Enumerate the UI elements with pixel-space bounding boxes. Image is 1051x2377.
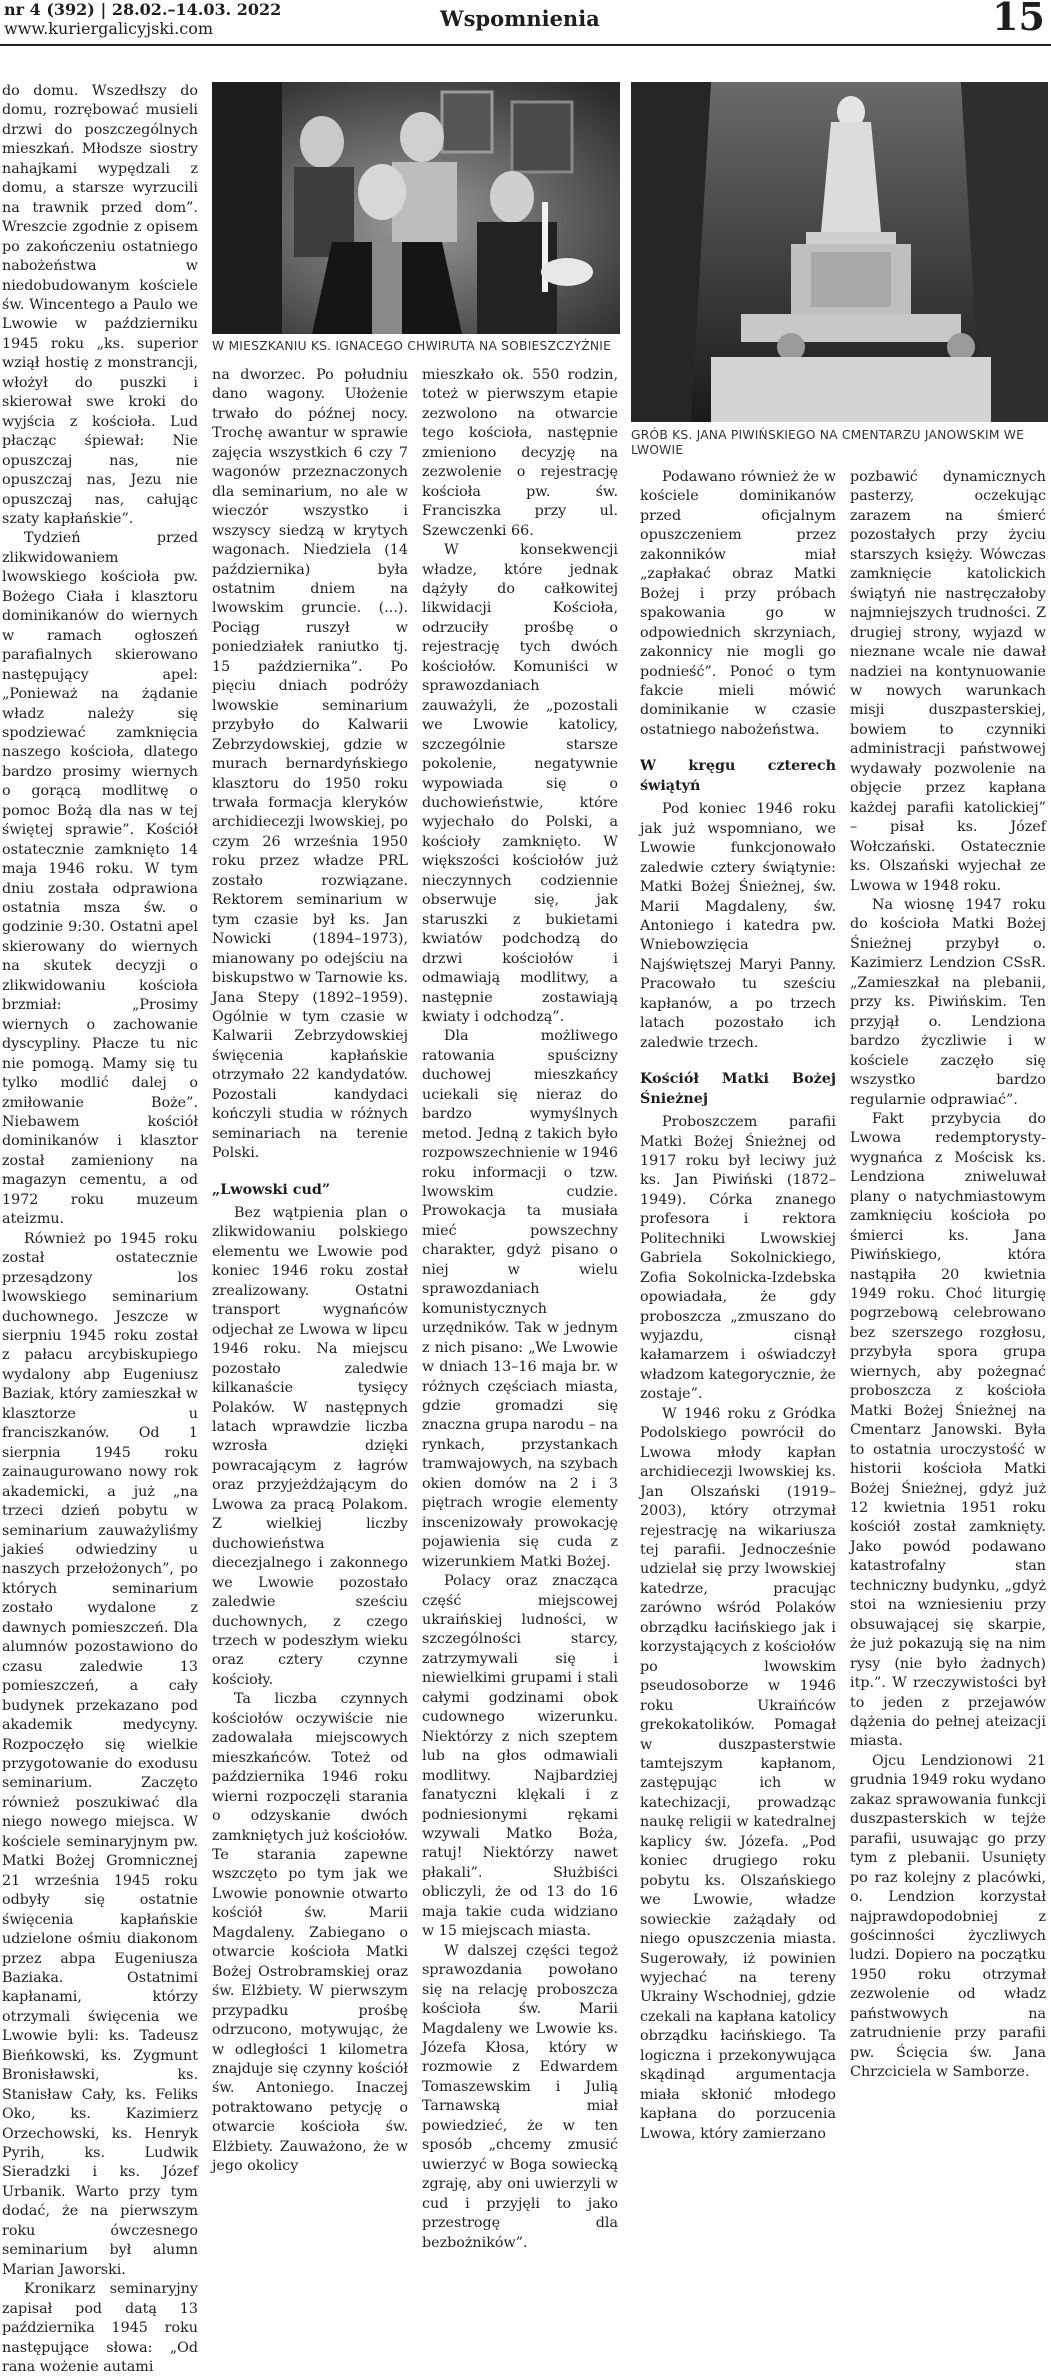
article-column-3	[422, 366, 618, 2251]
paragraph: Ojcu Lendzionowi 21 grudnia 1949 roku wydano zakaz sprawowania funkcji duszpasterskich w tejże parafii, usuwając go przy tym z plebanii. Usunięty po raz kolejny z placówki, o. Lendzion korzystał najprawdopodobniej z gościnności życzliwych ludzi. Dopiero na początku 1950 roku otrzymał zezwolenie od władz państwowych na zatrudnienie przy parafii pw. Ścięcia św. Jana Chrzciciela w Samborze.	[850, 1752, 1046, 2081]
paragraph: Proboszczem parafii Matki Bożej Śnieżnej od 1917 roku był leciwy już ks. Jan Piwiński (1872–1949). Córka znanego profesora i rektora Politechniki Lwowskiej Gabriela Sokolnickiego, Zofia Sokolnicka-Izdebska opowiadała, że gdy proboszcza „zmuszano do wyjazdu, cisnął kałamarzem i oświadczył władzom kategorycznie, że zostaje”.	[640, 1114, 836, 1403]
paragraph: do domu. Wszedłszy do domu, rozrębować musieli drzwi do poszczególnych mieszkań. Młodsze siostry nahajkami wypędzali z domu, a starsze wyrzucili na trawnik przed dom”. Wreszcie zgodnie z opisem po zakończeniu ostatniego nabożeństwa w niedobudowanym kościele św. Wincentego a Paulo we Lwowie w październiku 1945 roku „ks. superior wziął hostię z monstrancji, włożył do puszki i skierował swe kroki do wyjścia z kościoła. Lud płacząc śpiewał: Nie opuszczaj nas, nie opuszczaj nas, Jezu nie opuszczaj nas, całując szaty kapłańskie”.	[2, 83, 198, 527]
paragraph: W dalszej części tegoż sprawozdania powołano się na relację proboszcza kościoła św. Marii Magdaleny we Lwowie ks. Józefa Kłosa, który w rozmowie z Edwardem Tomaszewskim i Julią Tarnawską miał powiedzieć, że w ten sposób „chcemy zmusić uwierzyć w Boga sowiecką zgraję, aby oni uwierzyli w cud i przyjęli to jako przestrogę dla bezbożników”.	[422, 1942, 618, 2251]
paragraph: Kronikarz seminaryjny zapisał pod datą 13 października 1945 roku następujące słowa: „Od rana wożenie autami	[2, 2281, 198, 2376]
article-column-1	[2, 82, 199, 2376]
subheading-cztery-swiatynie: W kręgu czterech świątyń	[640, 758, 836, 794]
header-rule	[0, 44, 1051, 46]
paragraph: Fakt przybycia do Lwowa redemptorysty-wygnańca z Mościsk ks. Lendziona zniweluwał plany o natychmiastowym zamknięciu kościoła po śmierci ks. Jana Piwińskiego, która nastąpiła 20 kwietnia 1949 roku. Choć liturgię pogrzebową celebrowano bez szerszego rozgłosu, przybyła spora grupa wiernych, aby pożegnać proboszcza z kościoła Matki Bożej Śnieżnej na Cmentarz Janowski. Była to ostatnia uroczystość w historii kościoła Matki Bożej Śnieżnej, gdyż już 12 kwietnia 1951 roku kościół został zamknięty. Jako powód podawano katastrofalny stan techniczny budynku, „gdyż stoi na wzniesieniu przy obsuwającej się skarpie, że już pokazują się na nim rysy (nie było żadnych) itp.”. W rzeczywistości był to jeden z przejawów dążenia do pełnej ateizacji miasta.	[850, 1110, 1046, 1750]
paragraph: Również po 1945 roku został ostatecznie przesądzony los lwowskiego seminarium duchownego. Jeszcze w sierpniu 1945 roku został z pałacu arcybiskupiego wydalony abp Eugeniusz Baziak, który zamieszkał w klasztorze u franciszkanów. Od 1 sierpnia 1945 roku zainaugurowano nowy rok akademicki, a już „na trzeci dzień pobytu w seminarium zauważyliśmy jakieś odwiedziny u naszych przełożonych”, po których seminarium zostało wydalone z dawnych pomieszczeń. Dla alumnów pozostawiono do czasu zaledwie 13 pomieszczeń, a cały budynek przekazano pod akademik medycyny. Rozpoczęło się wielkie przygotowanie do exodusu seminarium. Zaczęto również poszukiwać dla niego nowego miejsca. W kościele seminaryjnym pw. Matki Bożej Gromnicznej 21 września 1945 roku odbyły się ostatnie święcenia kapłańskie udzielone ośmiu diakonom przez abpa Eugeniusza Baziaka. Ostatnimi kapłanami, którzy otrzymali święcenia we Lwowie byli: ks. Tadeusz Bieńkowski, ks. Zygmunt Bronisławski, ks. Stanisław Cały, ks. Feliks Oko, ks. Kazimierz Orzechowski, ks. Henryk Pyrih, ks. Ludwik Sieradzki i ks. Józef Urbanik. Warto przy tym dodać, że na pierwszym roku ówczesnego seminarium był alumn Marian Jaworski.	[2, 1230, 199, 2278]
paragraph: Pod koniec 1946 roku jak już wspomniano, we Lwowie funkcjonowało zaledwie cztery świątynie: Matki Bożej Śnieżnej, św. Marii Magdaleny, św. Antoniego i katedra pw. Wniebowzięcia Najświętszej Maryi Panny. Pracowało tu sześciu kapłanów, a po trzech latach pozostało ich zaledwie trzech.	[640, 801, 836, 1051]
paragraph: Podawano również że w kościele dominikanów przed oficjalnym opuszczeniem przez zakonników miał „zapłakać obraz Matki Bożej i przy próbach spakowania go w odpowiednich skrzyniach, zakonnicy nie mogli go podnieść”. Ponoć o tym fakcie mieli mówić dominikanie w czasie ostatniego nabożeństwa.	[640, 469, 836, 738]
paragraph: Bez wątpienia plan o zlikwidowaniu polskiego elementu we Lwowie pod koniec 1946 roku został zrealizowany. Ostatni transport wygnańców odjechał ze Lwowa w lipcu 1946 roku. Na miejscu pozostało zaledwie kilkanaście tysięcy Polaków. W następnych latach wprawdzie liczba wzrosła dzięki powracającym z łagrów oraz przyjeżdżającym do Lwowa za pracą Polakom. Z wielkiej liczby duchowieństwa diecezjalnego i zakonnego we Lwowie pozostało zaledwie sześciu duchownych, z czego trzech w podeszłym wieku oraz cztery czynne kościoły.	[212, 1205, 408, 1688]
paragraph: Dla możliwego ratowania spuścizny duchowej mieszkańcy uciekali się nieraz do bardzo wymyślnych metod. Jedną z takich było rozpowszechnienie w 1946 roku informacji o tzw. lwowskim cudzie. Prowokacja ta musiała mieć powszechny charakter, gdyż pisano o niej w wielu sprawozdaniach komunistycznych urzędników. Tak w jednym z nich pisano: „We Lwowie w dniach 13–16 maja br. w różnych częściach miasta, gdzie gromadzi się znaczna grupa narodu – na rynkach, przystankach tramwajowych, na szybach okien domów na 2 i 3 piętrach wrogie elementy inscenizowały prowokację pojawienia się cuda z wizerunkiem Matki Bożej.	[422, 1028, 618, 1570]
photo-grave-caption: GRÓB KS. JANA PIWIŃSKIEGO NA CMENTARZU JANOWSKIM WE LWOWIE	[631, 428, 1025, 457]
paragraph: na dworzec. Po południu dano wagony. Ułożenie trwało do późnej nocy. Trochę awantur w sprawie zajęcia wszystkich 6 czy 7 wagonów przeznaczonych dla seminarium, no ale w wieczór wszystko i wszyscy siedzą w krytych wagonach. Niedziela (14 października) była ostatnim dniem na lwowskim gruncie. (...). Pociąg ruszył w poniedziałek raniutko tj. 15 października”. Po pięciu dniach podróży lwowskie seminarium przybyło do Kalwarii Zebrzydowskiej, gdzie w murach bernardyńskiego klasztoru do 1950 roku trwała formacja kleryków archidiecezji lwowskiej, po czym 26 września 1950 roku przez władze PRL zostało rozwiązane. Rektorem seminarium w tym czasie był ks. Jan Nowicki (1894–1973), mianowany po odejściu na biskupstwo w Tarnowie ks. Jana Stepy (1892–1959). Ogólnie w tym czasie w Kalwarii Zebrzydowskiej święcenia kapłańskie otrzymało 22 kandydatów. Pozostali kandydaci kończyli studia w różnych seminariach na terenie Polski.	[212, 367, 408, 1162]
subheading-kosciol-mbs: Kościół Matki Bożej Śnieżnej	[640, 1071, 836, 1107]
article-column-5	[850, 468, 1046, 2081]
photo-apartment	[212, 82, 620, 334]
paragraph: Na wiosnę 1947 roku do kościoła Matki Bożej Śnieżnej przybył o. Kazimierz Lendzion CSsR. „Zamieszkał na plebanii, przy ks. Piwińskim. Ten przyjął o. Lendziona bardzo życzliwie i w kościele zaczęło się wszystko bardzo regularnie odprawiać”.	[850, 896, 1046, 1108]
paragraph: pozbawić dynamicznych pasterzy, oczekując zarazem na śmierć pozostałych przy życiu starszych księży. Wówczas zamknięcie katolickich świątyń nie nastręczałoby najmniejszych trudności. Z drugiej strony, wyjazd w nieznane wcale nie dawał nadziei na kontynuowanie w nowych warunkach misji duszpasterskiej, bowiem to czynniki administracji państwowej wydawały pozwolenie na objęcie przez kapłana każdej parafii katolickiej” – pisał ks. Józef Wołczański. Ostatecznie ks. Olszański wyjechał ze Lwowa w 1948 roku.	[850, 469, 1046, 894]
photo-apartment-caption: W MIESZKANIU KS. IGNACEGO CHWIRUTA NA SOBIESZCZYŹNIE	[212, 339, 612, 353]
subheading-lwowski-cud: „Lwowski cud”	[212, 1181, 331, 1198]
article-column-2	[212, 366, 408, 2175]
photo-grave-image	[631, 82, 1048, 422]
page-number: 15	[992, 0, 1045, 39]
photo-apartment-image	[212, 82, 620, 334]
issue-number: nr 4 (392) | 28.02.–14.03. 2022	[4, 0, 282, 19]
paragraph: mieszkało ok. 550 rodzin, toteż w pierwszym etapie zezwolono na otwarcie tego kościoła, następnie zmieniono decyzję na zezwolenie o rejestrację kościoła pw. św. Franciszka przy ul. Szewczenki 66.	[422, 367, 618, 539]
paragraph: W konsekwencji władze, które jednak dążyły do całkowitej likwidacji Kościoła, odrzuciły prośbę o rejestrację tych dwóch kościołów. Komuniści w sprawozdaniach zauważyli, że „pozostali we Lwowie katolicy, szczególnie starsze pokolenie, negatywnie wypowiada się o duchowieństwie, które wyjechało do Polski, a kościoły zamknięto. W większości kościołów już nieczynnych codziennie obserwuje się, jak staruszki z bukietami kwiatów podchodzą do drzwi kościołów i odmawiają modlitwy, a następnie zostawiają kwiaty i odchodzą”.	[422, 542, 618, 1025]
paragraph: W 1946 roku z Gródka Podolskiego powrócił do Lwowa młody kapłan archidiecezji lwowskiej ks. Jan Olszański (1919–2003), który otrzymał rejestrację na wikariusza tej parafii. Jednocześnie udzielał się przy lwowskiej katedrze, pracując zarówno wśród Polaków obrządku łacińskiego jak i korzystających z kościołów po lwowskim pseudosoborze w 1946 roku Ukraińców grekokatolików. Pomagał w duszpasterstwie tamtejszym kapłanom, zastępując ich w katechizacji, prowadząc naukę religii w katedralnej kaplicy św. Józefa. „Pod koniec drugiego roku pobytu ks. Olszańskiego we Lwowie, władze sowieckie zażądały od niego opuszczenia miasta. Sugerowały, iż powinien wyjechać na tereny Ukrainy Wschodniej, gdzie czekali na kapłana katolicy obrządku łacińskiego. Ta logiczna i przekonywująca skądinąd argumentacja miała skłonić młodego kapłana do porzucenia Lwowa, który zamierzano	[640, 1405, 836, 2142]
article-column-4	[640, 468, 836, 2142]
paragraph: Tydzień przed zlikwidowaniem lwowskiego kościoła pw. Bożego Ciała i klasztoru dominikanów do wiernych w ramach ogłoszeń parafialnych skierowano następujący apel: „Ponieważ na żądanie władz należy się spodziewać zamknięcia naszego kościoła, dlatego bardzo prosimy wiernych o gorącą modlitwę o pomoc Bożą dla nas w tej świętej sprawie”. Kościół ostatecznie zamknięto 14 maja 1946 roku. W tym dniu została odprawiona ostatnia msza św. o godzinie 9:30. Ostatni apel skierowany do wiernych na skutek decyzji o zlikwidowaniu kościoła brzmiał: „Prosimy wiernych o zachowanie dyscypliny. Płacze tu nic nie pomogą. Mamy się tu tylko modlić dalej o zmiłowanie Boże”. Niebawem kościół dominikanów i klasztor został zamieniony na magazyn cementu, a od 1972 roku muzeum ateizmu.	[2, 530, 198, 1228]
issue-info	[4, 0, 281, 38]
site-url[interactable]: www.kuriergalicyjski.com	[4, 19, 214, 38]
section-title: Wspomnienia	[440, 6, 600, 31]
paragraph: Ta liczba czynnych kościołów oczywiście nie zadowalała miejscowych mieszkańców. Toteż od października 1946 roku wierni rozpoczęli starania o odzyskanie dwóch zamkniętych już kościołów. Te starania zapewne wszczęto po tym jak we Lwowie ponownie otwarto kościół św. Marii Magdaleny. Zabiegano o otwarcie kościoła Matki Bożej Ostrobramskiej oraz św. Elżbiety. W pierwszym przypadku prośbę odrzucono, motywując, że w odległości 1 kilometra znajduje się czynny kościół św. Antoniego. Inaczej potraktowano petycję o otwarcie kościoła św. Elżbiety. Zauważono, że w jego okolicy	[212, 1691, 408, 2175]
paragraph: Polacy oraz znacząca część miejscowej ukraińskiej ludności, w szczególności starcy, zatrzymywali się i niewielkimi grupami i stali całymi godzinami obok cudownego wizerunku. Niektórzy z nich szeptem lub na głos odmawiali modlitwy. Najbardziej fanatyczni klękali i z podniesionymi rękami wzywali Matko Boża, ratuj! Niektórzy nawet płakali”. Służbiści obliczyli, że od 13 do 16 maja takie cuda widziano w 15 miejscach miasta.	[422, 1573, 618, 1940]
photo-grave	[631, 82, 1048, 422]
